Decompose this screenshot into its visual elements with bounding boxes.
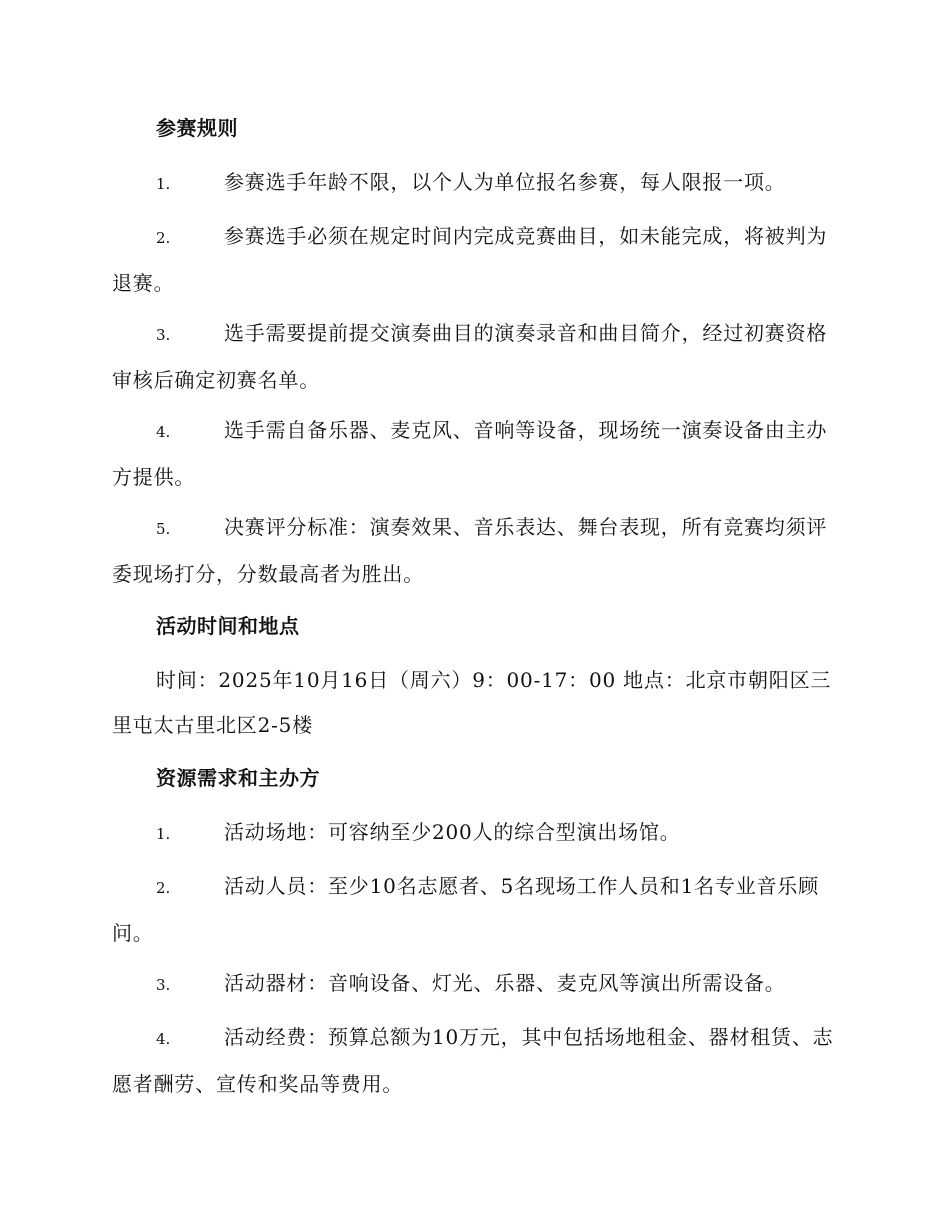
rule-item-4 bbox=[112, 408, 834, 500]
resource-item-number: 1. bbox=[156, 825, 171, 843]
resource-item-2 bbox=[112, 864, 834, 956]
resource-item-text: 活动经费：预算总额为10万元，其中包括场地租金、器材租赁、志愿者酬劳、宣传和奖品等费用。 bbox=[112, 1025, 834, 1096]
rule-item-5 bbox=[112, 505, 834, 597]
rule-item-number: 2. bbox=[156, 229, 171, 247]
resource-item-number: 4. bbox=[156, 1030, 171, 1048]
rule-item-text: 决赛评分标准：演奏效果、音乐表达、舞台表现，所有竞赛均须评委现场打分，分数最高者为胜出。 bbox=[112, 515, 828, 586]
resource-item-text: 活动器材：音响设备、灯光、乐器、麦克风等演出所需设备。 bbox=[224, 971, 786, 995]
rule-item-2 bbox=[112, 214, 834, 306]
rule-item-number: 5. bbox=[156, 520, 171, 538]
rule-item-text: 选手需要提前提交演奏曲目的演奏录音和曲目简介，经过初赛资格审核后确定初赛名单。 bbox=[112, 321, 828, 392]
rule-item-number: 1. bbox=[156, 175, 171, 193]
resource-item-number: 2. bbox=[156, 879, 171, 897]
rule-item-1 bbox=[112, 160, 834, 207]
resource-item-text: 活动场地：可容纳至少200人的综合型演出场馆。 bbox=[224, 820, 681, 844]
rule-item-number: 3. bbox=[156, 326, 171, 344]
section-heading-resources: 资源需求和主办方 bbox=[156, 766, 320, 790]
section-heading-time-place: 活动时间和地点 bbox=[156, 614, 300, 638]
resource-item-text: 活动人员：至少10名志愿者、5名现场工作人员和1名专业音乐顾问。 bbox=[112, 874, 819, 945]
rule-item-text: 参赛选手必须在规定时间内完成竞赛曲目，如未能完成，将被判为退赛。 bbox=[112, 224, 828, 295]
rule-item-text: 选手需自备乐器、麦克风、音响等设备，现场统一演奏设备由主办方提供。 bbox=[112, 418, 828, 489]
resource-item-number: 3. bbox=[156, 976, 171, 994]
time-place-text: 时间：2025年10月16日（周六）9：00-17：00 地点：北京市朝阳区三里屯太古里北区2-5楼 bbox=[112, 668, 832, 737]
resource-item-3 bbox=[112, 961, 834, 1008]
rule-item-text: 参赛选手年龄不限，以个人为单位报名参赛，每人限报一项。 bbox=[224, 170, 786, 194]
rule-item-number: 4. bbox=[156, 423, 171, 441]
resource-item-4 bbox=[112, 1015, 834, 1107]
resource-item-1 bbox=[112, 810, 834, 857]
section-heading-rules: 参赛规则 bbox=[156, 116, 238, 140]
rule-item-3 bbox=[112, 311, 834, 403]
